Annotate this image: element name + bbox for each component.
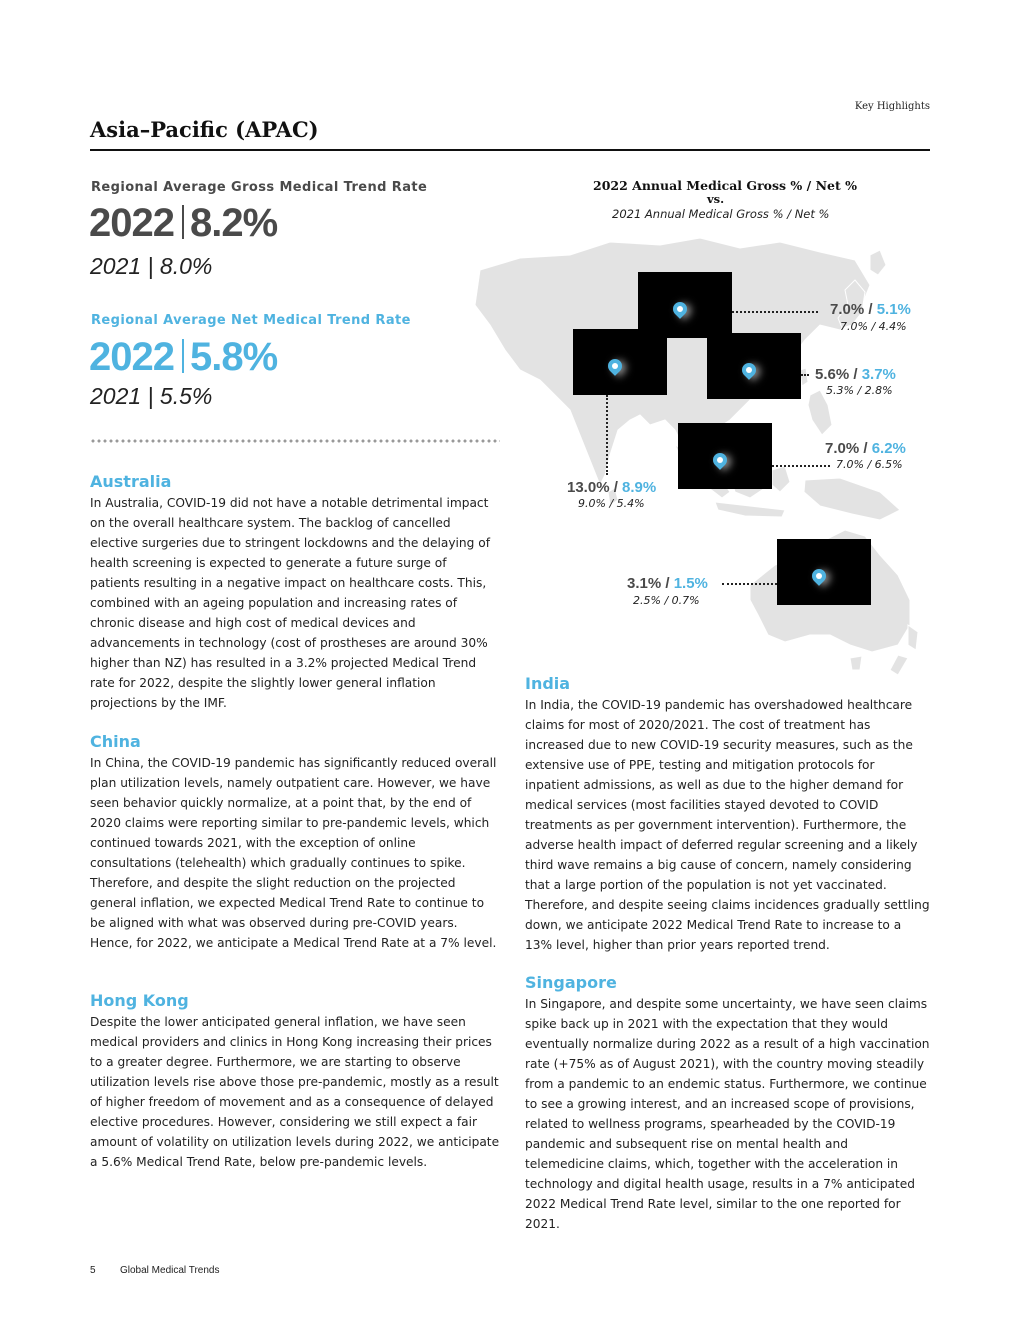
- section-body: In India, the COVID-19 pandemic has overshadowed healthcare claims for most of 2020/2021. The cost of treatment has increased due to new COVID-19 security measures, such as the extensive use of PPE, testing and mitigation protocols for inpatient admissions, as well as due to the higher demand for medical services (most facilities stayed devoted to COVID treatments as per government intervention). Furthermore, the adverse health impact of deferred regular screening and a likely third wave remains a big cause of concern, namely considering that a large portion of the population is not yet vaccinated. Therefore, and despite seeing claims incidences gradually settling down, we anticipate 2022 Medical Trend Rate to increase to a 13% level, higher than prior years reported trend.: [525, 698, 930, 952]
- section-india: [525, 674, 930, 955]
- singapore-rate-label: [825, 440, 906, 457]
- dotted-divider: [90, 438, 500, 444]
- singapore-prev-label: 7.0% / 6.5%: [836, 458, 903, 471]
- gross-value: 5.6% /: [815, 366, 858, 383]
- section-heading: Singapore: [525, 973, 617, 992]
- india-prev-label: 9.0% / 5.4%: [578, 497, 645, 510]
- map-pin-icon: [605, 356, 625, 376]
- section-australia: [90, 472, 500, 713]
- india-marker[interactable]: [573, 329, 667, 395]
- section-singapore: [525, 973, 930, 1234]
- map-subtitle: 2021 Annual Medical Gross % / Net %: [612, 207, 830, 221]
- page-title: Asia–Pacific (APAC): [90, 117, 319, 142]
- section-hong-kong: [90, 991, 500, 1172]
- australia-rate-label: [627, 575, 708, 592]
- india-rate-label: [567, 479, 656, 496]
- section-heading: Hong Kong: [90, 991, 189, 1010]
- section-heading: China: [90, 732, 141, 751]
- china-leader-line: [732, 311, 818, 313]
- net-value: 3.7%: [861, 366, 896, 383]
- gross-trend-value: [89, 203, 277, 243]
- gross-value: 3.1% /: [627, 575, 670, 592]
- section-body: Despite the lower anticipated general inflation, we have seen medical providers and clinics in Hong Kong increasing their prices to a greater degree. Furthermore, we are starting to observe utilization levels rise above those pre-pandemic, mostly as a result of higher freedom of movement and as a consequence of delayed elective procedures. However, considering we still expect a fair amount of volatility on utilization levels during 2022, we anticipate a 5.6% Medical Trend Rate, below pre-pandemic levels.: [90, 1015, 500, 1169]
- hong-kong-rate-label: [815, 366, 896, 383]
- section-tag: Key Highlights: [854, 101, 930, 112]
- china-prev-label: 7.0% / 4.4%: [840, 320, 907, 333]
- divider-bar: [182, 339, 184, 373]
- gross-value: 7.0% /: [830, 301, 873, 318]
- publication-name: Global Medical Trends: [120, 1265, 220, 1276]
- section-heading: India: [525, 674, 571, 693]
- map-pin-icon: [739, 360, 759, 380]
- gross-value: 7.0% /: [825, 440, 868, 457]
- section-body: In Australia, COVID-19 did not have a notable detrimental impact on the overall healthcare system. The backlog of cancelled elective surgeries due to stringent lockdowns and the delaying of health screening is expected to generate a future surge of patients resulting in a negative impact on healthcare costs. This, combined with an ageing population and increasing rates of chronic disease and high cost of medical devices and advancements in technology (cost of prostheses are around 30% higher than NZ) has resulted in a 3.2% projected Medical Trend rate for 2022, despite the slightly lower general inflation projections by the IMF.: [90, 496, 491, 710]
- gross-value: 13.0% /: [567, 479, 618, 496]
- map-title-vs: vs.: [707, 192, 725, 206]
- section-heading: Australia: [90, 472, 172, 491]
- net-value: 5.1%: [876, 301, 911, 318]
- singapore-leader-line: [772, 465, 830, 467]
- china-rate-label: [830, 301, 911, 318]
- net-value: 8.9%: [622, 479, 657, 496]
- page-number: 5: [90, 1265, 96, 1276]
- gross-rate: 8.2%: [189, 201, 278, 245]
- map-pin-icon: [710, 450, 730, 470]
- hong-kong-leader-line: [801, 374, 809, 376]
- map-title: 2022 Annual Medical Gross % / Net %: [593, 178, 857, 193]
- hong-kong-prev-label: 5.3% / 2.8%: [826, 384, 893, 397]
- hong-kong-marker[interactable]: [707, 333, 801, 399]
- singapore-marker[interactable]: [678, 423, 772, 489]
- net-rate: 5.8%: [189, 335, 278, 379]
- section-body: In China, the COVID-19 pandemic has significantly reduced overall plan utilization levels, namely outpatient care. However, we have seen behavior quickly normalize, at a point that, by the end of 2020 claims were reporting similar to pre-pandemic levels, which continued towards 2021, with the exception of online consultations (telehealth) which gradually continues to spike. Therefore, and despite the slight reduction on the projected general inflation, we expected Medical Trend Rate to continue to be aligned with what was observed during pre-COVID years. Hence, for 2022, we anticipate a Medical Trend Rate at a 7% level.: [90, 756, 497, 950]
- gross-trend-label: Regional Average Gross Medical Trend Rate: [91, 180, 428, 195]
- net-year: 2022: [89, 335, 174, 379]
- net-trend-label: Regional Average Net Medical Trend Rate: [91, 313, 411, 328]
- australia-marker[interactable]: [777, 539, 871, 605]
- gross-prev-year: 2021 | 8.0%: [90, 253, 213, 279]
- section-china: [90, 732, 500, 953]
- divider-bar: [182, 205, 184, 239]
- net-prev-year: 2021 | 5.5%: [90, 383, 213, 409]
- section-body: In Singapore, and despite some uncertainty, we have seen claims spike back up in 2021 with the expectation that they would eventually normalize during 2022 as a result of a high vaccination rate (+75% as of August 2021), with the country moving steadily from a pandemic to an endemic status. Furthermore, we continue to see a growing interest, and an increased scope of provisions, related to wellness programs, spearheaded by the COVID-19 pandemic and subsequent rise on mental health and telemedicine claims, which, together with the acceleration in technology and digital health usage, results in a 7% anticipated 2022 Medical Trend Rate level, similar to the one reported for 2021.: [525, 997, 930, 1231]
- map-pin-icon: [809, 566, 829, 586]
- net-value: 6.2%: [871, 440, 906, 457]
- map-pin-icon: [670, 299, 690, 319]
- gross-year: 2022: [89, 201, 174, 245]
- india-leader-line: [606, 395, 608, 475]
- australia-prev-label: 2.5% / 0.7%: [633, 594, 700, 607]
- australia-leader-line: [722, 583, 777, 585]
- net-trend-value: [89, 337, 277, 377]
- title-divider: [90, 149, 930, 151]
- net-value: 1.5%: [673, 575, 708, 592]
